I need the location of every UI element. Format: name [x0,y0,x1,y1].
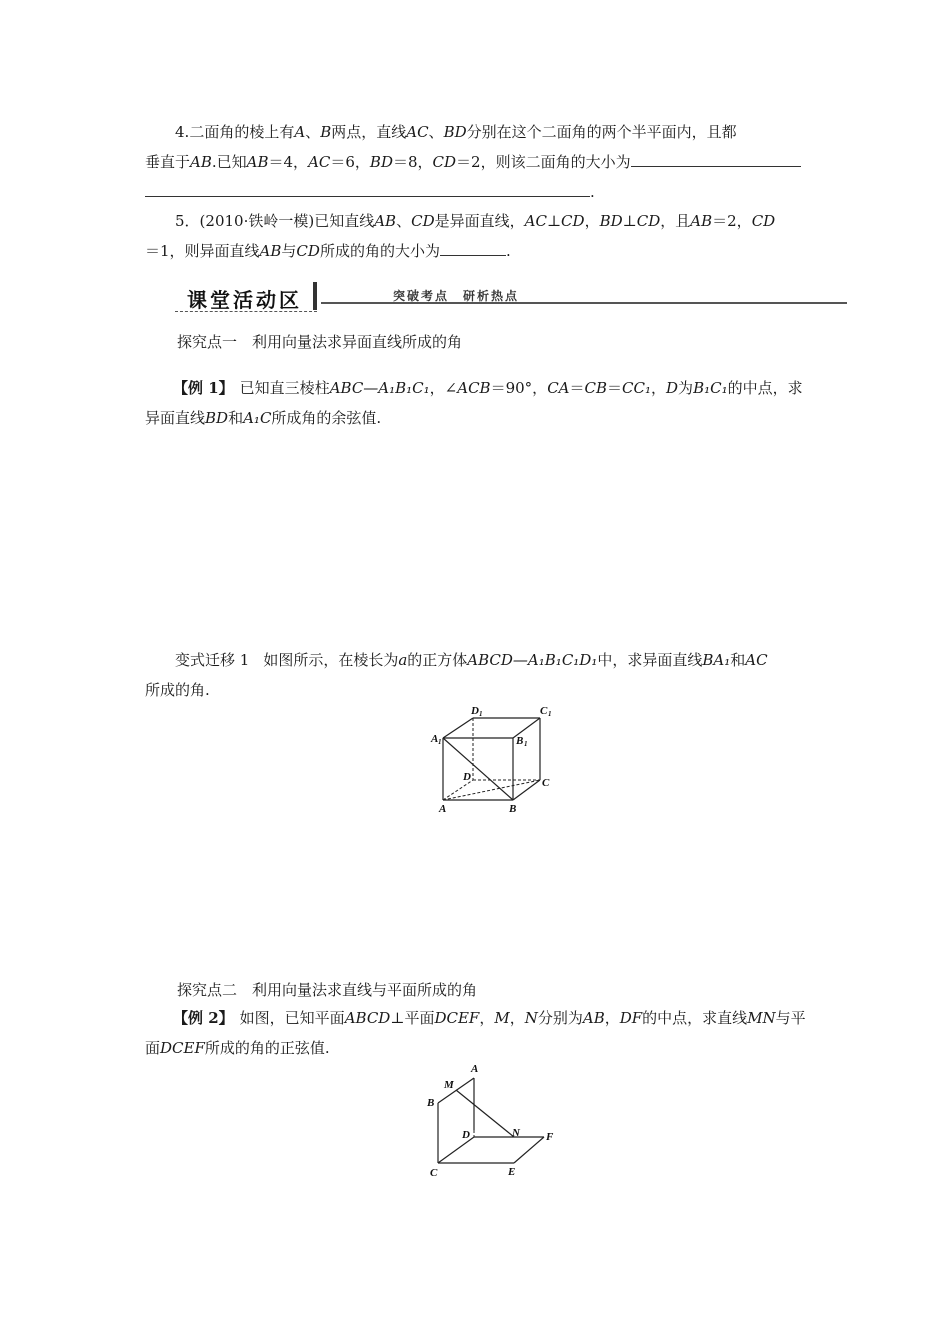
var1-line-1: 变式迁移 1 如图所示，在棱长为a的正方体ABCD—A₁B₁C₁D₁中，求异面直线BA₁和AC [175,651,768,669]
q5-number: 5． [175,212,200,230]
q4-line-2: 垂直于AB.已知AB＝4，AC＝6，BD＝8，CD＝2，则该二面角的大小为 [145,147,807,177]
section-1-title: 探究点一 利用向量法求异面直线所成的角 [177,333,463,351]
q5-answer-blank[interactable] [440,237,506,256]
section-2-title: 探究点二 利用向量法求直线与平面所成的角 [177,981,478,999]
label-c: C [430,1167,438,1179]
example-2 [145,1003,807,1063]
ex2-line-2: 面DCEF所成的角的正弦值. [145,1039,330,1057]
var1-line-2: 所成的角. [145,681,210,699]
question-5 [145,206,807,266]
edge-e-f [514,1137,544,1163]
label-c1-sub: 1 [548,710,552,718]
label-d: D [462,1129,470,1141]
q4-number: 4. [175,123,190,141]
q4-line-3: . [145,177,807,207]
q4-line-1: 4.二面角的棱上有A、B两点，直线AC、BD分别在这个二面角的两个半平面内，且都 [175,123,737,141]
label-a1-sub: 1 [438,738,442,746]
ex1-line-2: 异面直线BD和A₁C所成角的余弦值. [145,409,382,427]
banner-divider [313,282,317,310]
cube-figure [425,700,565,820]
q4-answer-blank-1[interactable] [631,148,801,167]
ex1-label: 【例 1】 [173,379,234,397]
label-b: B [427,1097,435,1109]
label-b1: B [516,735,524,747]
label-b1-sub: 1 [524,740,528,748]
label-d: D [463,771,471,783]
ex1-line-1: 【例 1】 已知直三棱柱ABC—A₁B₁C₁，∠ACB＝90°，CA＝CB＝CC₁，D为B₁C₁的中点，求 [173,379,803,397]
q5-line-1: 5．(2010·铁岭一模)已知直线AB、CD是异面直线，AC⊥CD，BD⊥CD，且AB＝2，CD [175,212,776,230]
label-f: F [546,1131,554,1143]
banner-title: 课堂活动区 [187,288,302,312]
label-b: B [509,803,517,815]
label-n: N [512,1127,520,1139]
section-banner [175,278,847,318]
label-a: A [439,803,447,815]
label-a1: A [431,733,439,745]
example-1 [145,373,807,433]
edge-a1-d1 [443,718,473,738]
var1-label: 变式迁移 1 [175,651,250,669]
q4-answer-blank-2[interactable] [145,178,590,197]
label-c1: C [540,705,548,717]
label-d1: D [471,705,479,717]
ex2-line-1: 【例 2】 如图，已知平面ABCD⊥平面DCEF，M，N分别为AB，DF的中点，求直线MN与平 [173,1009,806,1027]
label-m: M [444,1079,454,1091]
label-e: E [508,1166,516,1178]
label-d1-sub: 1 [479,710,483,718]
label-c: C [542,777,550,789]
q5-line-2: ＝1，则异面直线AB与CD所成的角的大小为 . [145,236,807,266]
planes-figure [420,1058,570,1186]
banner-subtitle: 突破考点 研析热点 [393,289,520,303]
variant-1 [145,645,807,705]
ex2-label: 【例 2】 [173,1009,234,1027]
segment-b-a1 [443,738,513,800]
label-a: A [471,1063,479,1075]
q5-source: (2010·铁岭一模) [199,212,315,230]
question-4 [145,117,807,207]
banner-underline [175,311,317,312]
